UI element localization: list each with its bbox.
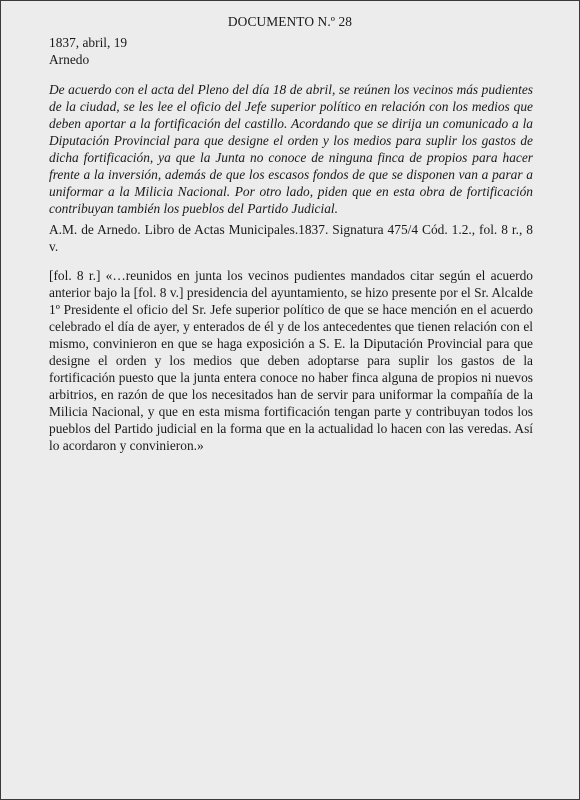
- document-title: DOCUMENTO N.º 28: [227, 14, 353, 29]
- document-transcription: [fol. 8 r.] «…reunidos en junta los vecinos pudientes mandados citar según el acuerdo anterior bajo la [fol. 8 v.] presidencia del ayuntamiento, se hizo presente por el Sr. Alcalde 1º Presidente el oficio del Sr. Jefe superior político de que se hace mención en el acuerdo celebrado el día de ayer, y enterados de él y de los antecedentes que tienen relación con el mismo, convinieron en que se haga exposición a S. E. la Diputación Provincial para que designe el orden y los medios que deben adoptarse para suplir los gastos de la fortificación puesto que la junta entera conoce no haber finca alguna de propios ni nuevos arbitrios, en razón de que los necesitados han de servir para uniformar la compañía de la Milicia Nacional, y que en esta misma fortificación tengan parte y contribuyan todos los pueblos del Partido judicial en la forma que en la actualidad lo hacen con las veredas. Así lo acordaron y convinieron.»: [49, 268, 533, 453]
- document-summary: De acuerdo con el acta del Pleno del día 18 de abril, se reúnen los vecinos más pudientes de la ciudad, se les lee el oficio del Jefe superior político en relación con los medios que deben aportar a la fortificación del castillo. Acordando que se dirija un comunicado a la Diputación Provincial para que designe el orden y los medios para suplir los gastos de dicha fortificación, ya que la Junta no conoce de ninguna finca de propios para hacer frente a la inversión, además de que los escasos fondos de que se disponen van a parar a uniformar a la Milicia Nacional. Por otro lado, piden que en esta obra de fortificación contribuyan también los pueblos del Partido Judicial.: [49, 82, 533, 216]
- document-date: 1837, abril, 19: [49, 35, 128, 50]
- archival-source: A.M. de Arnedo. Libro de Actas Municipales.1837. Signatura 475/4 Cód. 1.2., fol. 8 r., 8 v.: [49, 222, 533, 254]
- document-place: Arnedo: [49, 52, 90, 67]
